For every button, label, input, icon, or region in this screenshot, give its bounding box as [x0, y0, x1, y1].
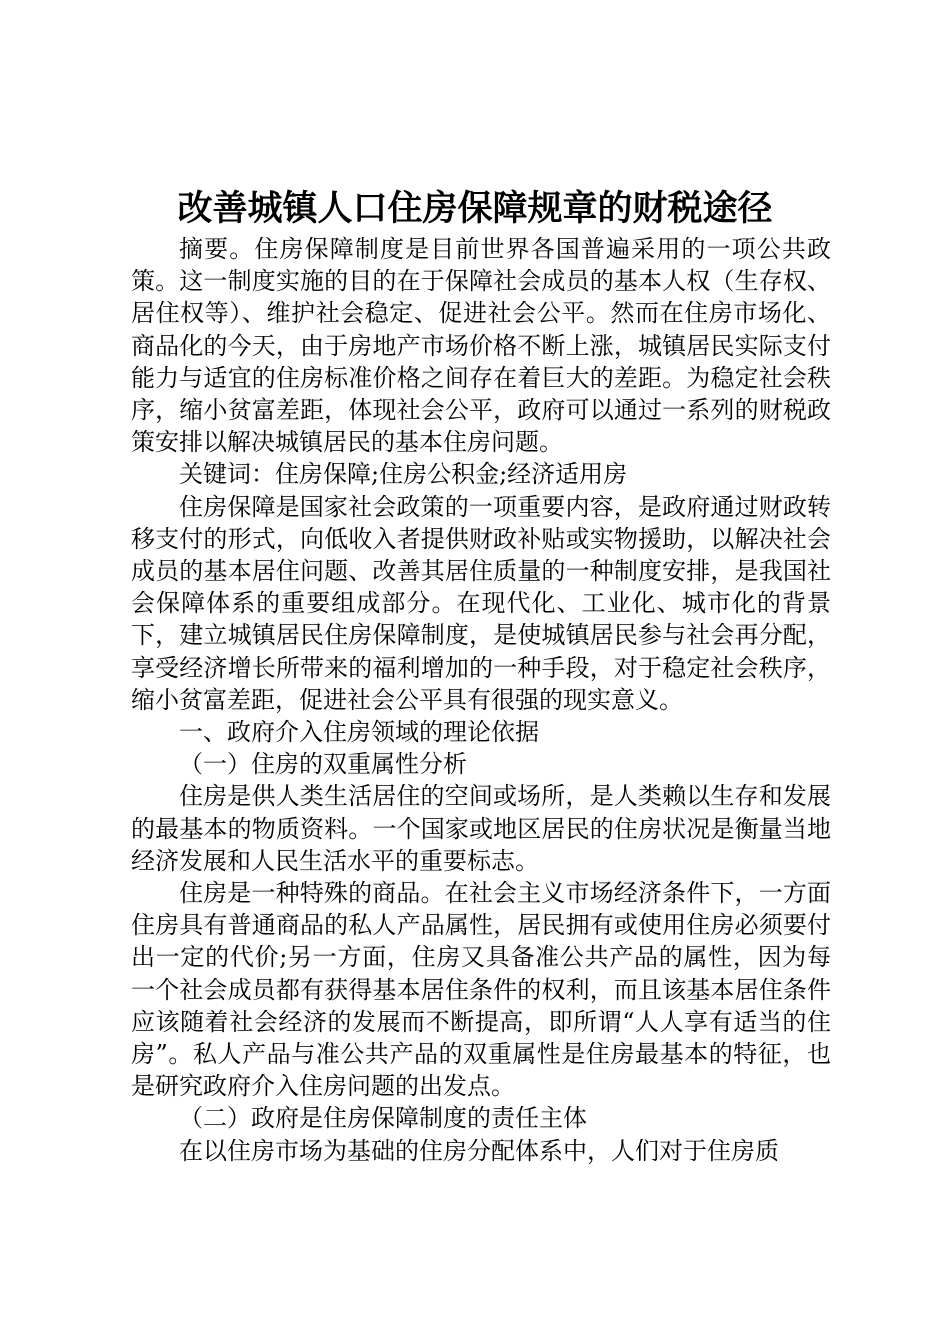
body-paragraph: 住房是供人类生活居住的空间或场所，是人类赖以生存和发展的最基本的物质资料。一个国家或地区居民的住房状况是衡量当地经济发展和人民生活水平的重要标志。: [131, 782, 831, 875]
section-heading: 一、政府介入住房领域的理论依据: [179, 718, 539, 747]
intro-paragraph: 住房保障是国家社会政策的一项重要内容，是政府通过财政转移支付的形式，向低收入者提供财政补贴或实物援助，以解决社会成员的基本居住问题、改善其居住质量的一种制度安排，是我国社会保障体系的重要组成部分。在现代化、工业化、城市化的背景下，建立城镇居民住房保障制度，是使城镇居民参与社会再分配，享受经济增长所带来的福利增加的一种手段，对于稳定社会秩序，缩小贫富差距，促进社会公平具有很强的现实意义。: [131, 492, 831, 714]
keywords-line: 关键词：住房保障;住房公积金;经济适用房: [179, 460, 628, 489]
body-paragraph: 住房是一种特殊的商品。在社会主义市场经济条件下，一方面住房具有普通商品的私人产品属性，居民拥有或使用住房必须要付出一定的代价;另一方面，住房又具备准公共产品的属性，因为每一个社会成员都有获得基本居住条件的权利，而且该基本居住条件应该随着社会经济的发展而不断提高，即所谓“人人享有适当的住房”。私人产品与准公共产品的双重属性是住房最基本的特征，也是研究政府介入住房问题的出发点。: [131, 879, 831, 1101]
abstract-paragraph: 摘要。住房保障制度是目前世界各国普遍采用的一项公共政策。这一制度实施的目的在于保障社会成员的基本人权（生存权、居住权等）、维护社会稳定、促进社会公平。然而在住房市场化、商品化的今天，由于房地产市场价格不断上涨，城镇居民实际支付能力与适宜的住房标准价格之间存在着巨大的差距。为稳定社会秩序，缩小贫富差距，体现社会公平，政府可以通过一系列的财税政策安排以解决城镇居民的基本住房问题。: [131, 235, 831, 457]
subsection-heading: （二）政府是住房保障制度的责任主体: [179, 1104, 587, 1133]
body-paragraph: 在以住房市场为基础的住房分配体系中，人们对于住房质: [179, 1136, 779, 1165]
document-title: 改善城镇人口住房保障规章的财税途径: [177, 188, 773, 229]
document-body: [131, 233, 831, 1167]
subsection-heading: （一）住房的双重属性分析: [179, 750, 467, 779]
